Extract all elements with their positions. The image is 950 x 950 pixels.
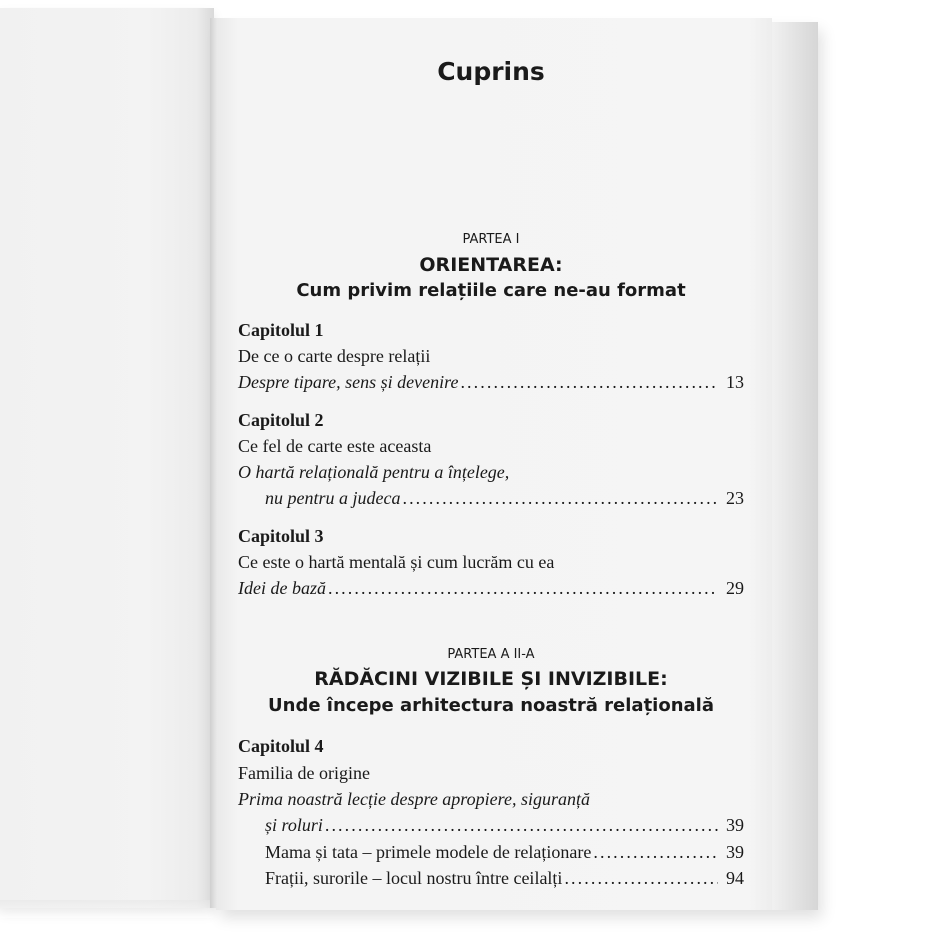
part-2-name: RĂDĂCINI VIZIBILE ȘI INVIZIBILE:: [314, 668, 668, 690]
chapter-3-title: Ce este o hartă mentală și cum lucrăm cu ea: [238, 552, 555, 572]
dot-leader: [325, 814, 718, 836]
subentry-2-page: 94: [726, 868, 744, 888]
chapter-1-page: 13: [726, 372, 744, 392]
subentry-2-text: Frații, surorile – locul nostru între ceilalți: [265, 868, 563, 888]
chapter-2-entry-text: nu pentru a judeca: [265, 488, 401, 508]
chapter-2-page: 23: [726, 488, 744, 508]
chapter-3-heading: Capitolul 3: [238, 526, 324, 546]
subentry-1-page: 39: [726, 842, 744, 862]
chapter-3-entry-text: Idei de bază: [238, 578, 326, 598]
chapter-4-entry-line1: Prima noastră lecție despre apropiere, siguranță: [238, 789, 590, 809]
chapter-4-page: 39: [726, 815, 744, 835]
chapter-1-entry[interactable]: [238, 371, 744, 393]
dot-leader: [402, 487, 718, 509]
left-page-shadow: [0, 900, 214, 918]
dot-leader: [460, 371, 718, 393]
chapter-3-page: 29: [726, 578, 744, 598]
part-2-subtitle: Unde începe arhitectura noastră relațională: [268, 695, 714, 716]
dot-leader: [593, 841, 718, 863]
part-1-name: ORIENTAREA:: [419, 254, 563, 276]
chapter-2-entry-line1: O hartă relațională pentru a înțelege,: [238, 462, 510, 482]
chapter-4-entry-text: și roluri: [265, 815, 323, 835]
chapter-4-subentry-2[interactable]: [238, 867, 744, 889]
chapter-4-heading: Capitolul 4: [238, 736, 324, 756]
dot-leader: [328, 577, 718, 599]
chapter-4-entry[interactable]: [238, 814, 744, 836]
chapter-1-entry-text: Despre tipare, sens și devenire: [238, 372, 459, 392]
part-1-subtitle: Cum privim relațiile care ne-au format: [296, 280, 686, 301]
dot-leader: [564, 867, 718, 889]
chapter-1-heading: Capitolul 1: [238, 320, 324, 340]
chapter-3-entry[interactable]: [238, 577, 744, 599]
chapter-2-entry[interactable]: [238, 487, 744, 509]
chapter-2-heading: Capitolul 2: [238, 410, 324, 430]
part-1-label: PARTEA I: [462, 232, 520, 247]
chapter-1-title: De ce o carte despre relații: [238, 346, 431, 366]
chapter-4-title: Familia de origine: [238, 763, 370, 783]
book-gutter: [210, 18, 218, 908]
left-page: [0, 8, 214, 908]
chapter-2-title: Ce fel de carte este aceasta: [238, 436, 432, 456]
page-title: Cuprins: [437, 57, 545, 86]
part-2-label: PARTEA A II-A: [447, 647, 535, 662]
chapter-4-subentry-1[interactable]: [238, 841, 744, 863]
subentry-1-text: Mama și tata – primele modele de relaționare: [265, 842, 592, 862]
